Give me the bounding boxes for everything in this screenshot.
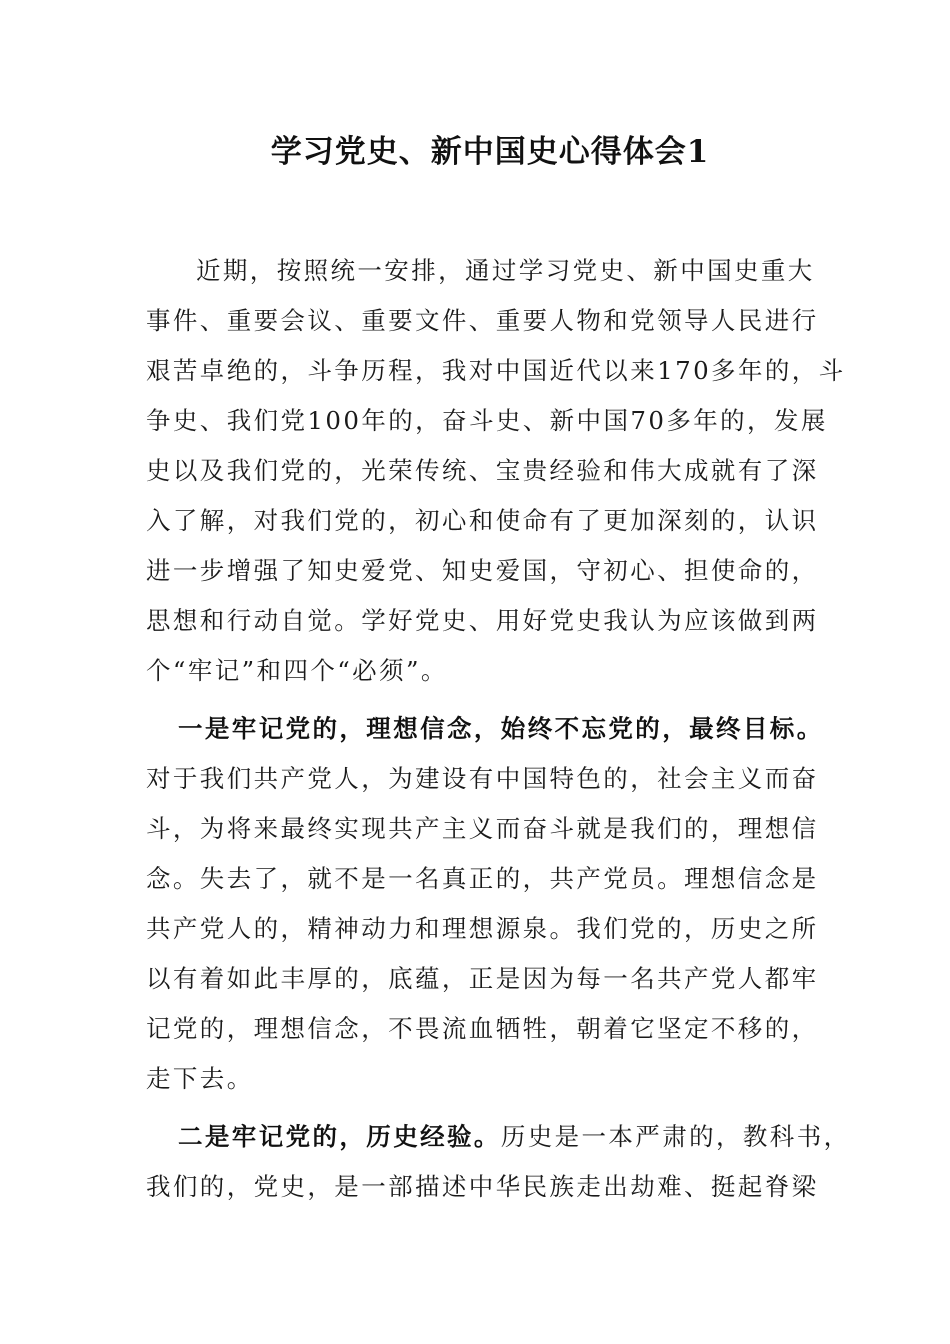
paragraph-point-two: [146, 1112, 851, 1212]
paragraph-lead-heading: 一是牢记党的，理想信念，始终不忘党的，最终目标。: [178, 714, 824, 743]
text-line: 入了解，对我们党的，初心和使命有了更加深刻的，认识: [146, 506, 819, 535]
text-line: 以有着如此丰厚的，底蕴，正是因为每一名共产党人都牢: [146, 964, 819, 993]
paragraph-intro: [146, 246, 846, 696]
text-line: 个“牢记”和四个“必须”。: [146, 656, 448, 685]
text-line: 走下去。: [146, 1064, 254, 1093]
text-line: 对于我们共产党人，为建设有中国特色的，社会主义而奋: [146, 764, 819, 793]
text-line: 事件、重要会议、重要文件、重要人物和党领导人民进行: [146, 306, 819, 335]
text-line: [146, 704, 836, 754]
text-line: 记党的，理想信念，不畏流血牺牲，朝着它坚定不移的，: [146, 1014, 819, 1043]
text-line: 争史、我们党100年的，奋斗史、新中国70多年的，发展: [146, 406, 828, 435]
text-line: 艰苦卓绝的，斗争历程，我对中国近代以来170多年的，斗: [146, 356, 846, 385]
text-line: 我们的，党史，是一部描述中华民族走出劫难、挺起脊梁: [146, 1172, 819, 1201]
text-line: 斗，为将来最终实现共产主义而奋斗就是我们的，理想信: [146, 814, 819, 843]
document-body: [146, 246, 851, 1212]
paragraph-lead-heading: 二是牢记党的，历史经验。: [178, 1122, 501, 1151]
text-line: [146, 1112, 851, 1162]
document-title: 学习党史、新中国史心得体会1: [270, 134, 710, 170]
text-line: 近期，按照统一安排，通过学习党史、新中国史重大: [196, 256, 815, 285]
paragraph-lead-rest: 历史是一本严肃的，教科书，: [500, 1122, 851, 1151]
text-line: 共产党人的，精神动力和理想源泉。我们党的，历史之所: [146, 914, 819, 943]
paragraph-point-one: [146, 704, 836, 1104]
text-line: 史以及我们党的，光荣传统、宝贵经验和伟大成就有了深: [146, 456, 819, 485]
text-line: 念。失去了，就不是一名真正的，共产党员。理想信念是: [146, 864, 819, 893]
text-line: 进一步增强了知史爱党、知史爱国，守初心、担使命的，: [146, 556, 819, 585]
text-line: 思想和行动自觉。学好党史、用好党史我认为应该做到两: [146, 606, 819, 635]
